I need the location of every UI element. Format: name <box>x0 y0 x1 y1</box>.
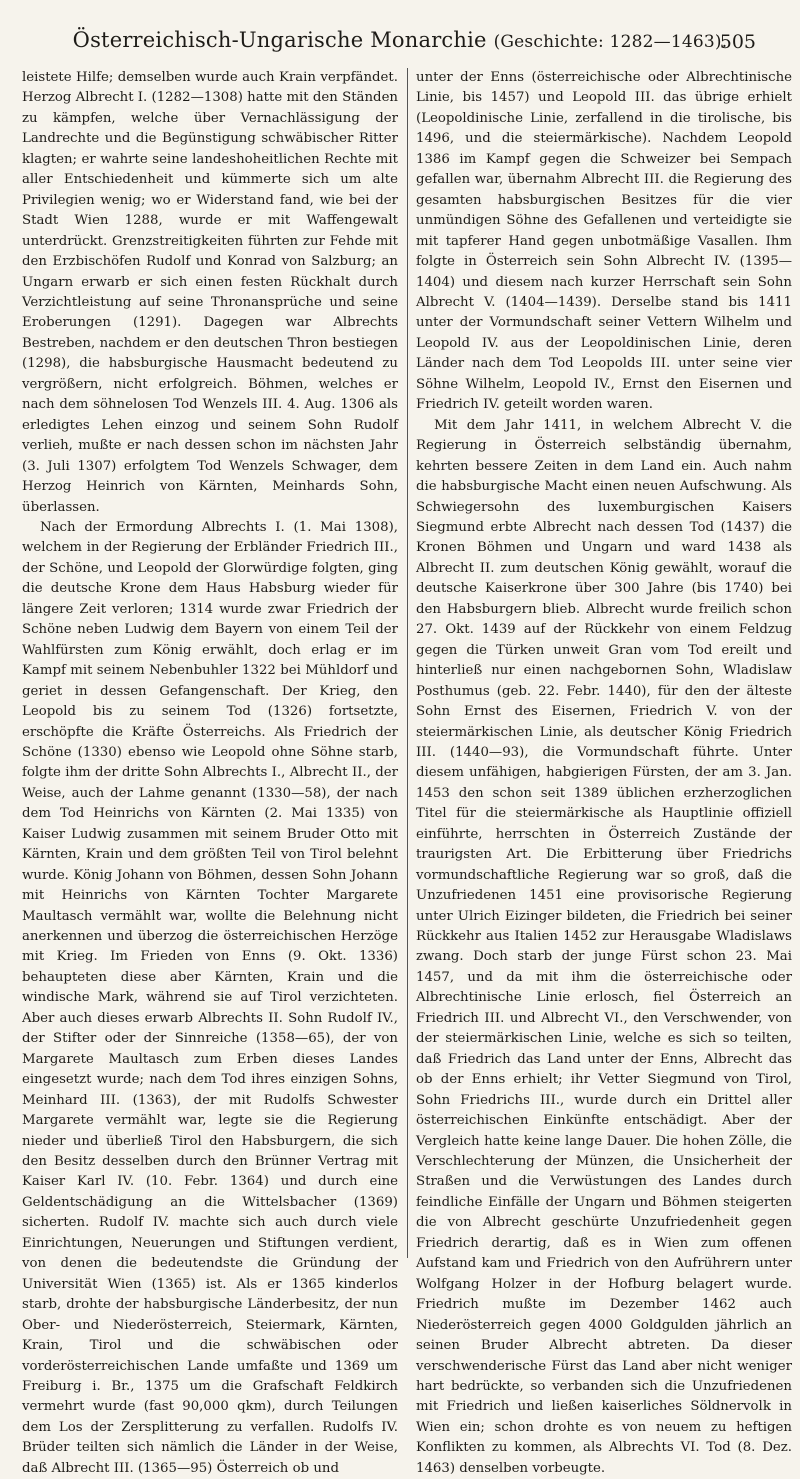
header-title: Österreichisch-Ungarische Monarchie <box>72 28 487 52</box>
paragraph: Nach der Ermordung Albrechts I. (1. Mai 1308), welchem in der Regierung der Erbländer Friedrich III., der Schöne, und Leopold der Glorwürdige folgten, ging die deutsche Krone dem Haus Habsburg wieder für längere Zeit verloren; 1314 wurde zwar Friedrich der Schöne neben Ludwig dem Bayern von einem Teil der Wahlfürsten zum König erwählt, doch erlag er im Kampf mit seinem Nebenbuhler 1322 bei Mühldorf und geriet in dessen Gefangenschaft. Der Krieg, den Leopold bis zu seinem Tod (1326) fortsetzte, erschöpfte die Kräfte Österreichs. Als Friedrich der Schöne (1330) ebenso wie Leopold ohne Söhne starb, folgte ihm der dritte Sohn Albrechts I., Albrecht II., der Weise, auch der Lahme genannt (1330—58), der nach dem Tod Heinrichs von Kärnten (2. Mai 1335) von Kaiser Ludwig zusammen mit seinem Bruder Otto mit Kärnten, Krain und dem größten Teil von Tirol belehnt wurde. König Johann von Böhmen, dessen Sohn Johann mit Heinrichs von Kärnten Tochter Margarete Maultasch vermählt war, wollte die Belehnung nicht anerkennen und überzog die österreichischen Herzöge mit Krieg. Im Frieden von Enns (9. Okt. 1336) behaupteten diese aber Kärnten, Krain und die windische Mark, während sie auf Tirol verzichteten. Aber auch dieses erwarb Albrechts II. Sohn Rudolf IV., der Stifter oder der Sinnreiche (1358—65), der von Margarete Maultasch zum Erben dieses Landes eingesetzt wurde; nach dem Tod ihres einzigen Sohns, Meinhard III. (1363), der mit Rudolfs Schwester Margarete vermählt war, legte sie die Regierung nieder und überließ Tirol den Habsburgern, die sich den Besitz desselben durch den Brünner Vertrag mit Kaiser Karl IV. (10. Febr. 1364) und durch eine Geldentschädigung an die Wittelsbacher (1369) sicherten. Rudolf IV. machte sich auch durch viele Einrichtungen, Neuerungen und Stiftungen verdient, von denen die bedeutendste die Gründung der Universität Wien (1365) ist. Als er 1365 kinderlos starb, drohte der habsburgische Länderbesitz, der nun Ober- und Niederösterreich, Steiermark, Kärnten, Krain, Tirol und die schwäbischen oder vorderösterreichischen Lande umfaßte und 1369 um Freiburg i. Br., 1375 um die Grafschaft Feldkirch vermehrt wurde (fast 90,000 qkm), durch Teilungen dem Los der Zersplitterung zu verfallen. Rudolfs IV. Brüder teilten sich nämlich die Länder in der Weise, daß Albrecht III. (1365—95) Österreich ob und <box>22 519 398 1476</box>
paragraph: leistete Hilfe; demselben wurde auch Krain verpfändet. Herzog Albrecht I. (1282—1308) hatte mit den Ständen zu kämpfen, welche über Vernachlässigung der Landrechte und die Begünstigung schwäbischer Ritter klagten; er wahrte seine landeshoheitlichen Rechte mit aller Entschiedenheit und kümmerte sich um alte Privilegien wenig; wo er Widerstand fand, wie bei der Stadt Wien 1288, wurde er mit Waffengewalt unterdrückt. Grenzstreitigkeiten führten zur Fehde mit den Erzbischöfen Rudolf und Konrad von Salzburg; an Ungarn erwarb er sich einen festen Rückhalt durch Verzichtleistung auf seine Thronansprüche und seine Eroberungen (1291). Dagegen war Albrechts Bestreben, nachdem er den deutschen Thron bestiegen (1298), die habsburgische Hausmacht bedeutend zu vergrößern, nicht erfolgreich. Böhmen, welches er nach dem söhnelosen Tod Wenzels III. 4. Aug. 1306 als erledigtes Lehen einzog und seinem Sohn Rudolf verlieh, mußte er nach dessen schon im nächsten Jahr (3. Juli 1307) erfolgtem Tod Wenzels Schwager, dem Herzog Heinrich von Kärnten, Meinhards Sohn, überlassen. <box>22 70 398 515</box>
running-header <box>0 14 800 54</box>
paragraph: unter der Enns (österreichische oder Albrechtinische Linie, bis 1457) und Leopold III. das übrige erhielt (Leopoldinische Linie, zerfallend in die tirolische, bis 1496, und die steiermärkische). Nachdem Leopold 1386 im Kampf gegen die Schweizer bei Sempach gefallen war, übernahm Albrecht III. die Regierung des gesamten habsburgischen Besitzes für die vier unmündigen Söhne des Gefallenen und verteidigte sie mit tapferer Hand gegen unbotmäßige Vasallen. Ihm folgte in Österreich sein Sohn Albrecht IV. (1395—1404) und diesem nach kurzer Herrschaft sein Sohn Albrecht V. (1404—1439). Derselbe stand bis 1411 unter der Vormundschaft seiner Vettern Wilhelm und Leopold IV. aus der Leopoldinischen Linie, deren Länder nach dem Tod Leopolds III. unter seine vier Söhne Wilhelm, Leopold IV., Ernst den Eisernen und Friedrich IV. geteilt worden waren. <box>416 70 792 413</box>
page-number: 505 <box>719 31 756 53</box>
paragraph: Mit dem Jahr 1411, in welchem Albrecht V. die Regierung in Österreich selbständig übernahm, kehrten bessere Zeiten in dem Land ein. Auch nahm die habsburgische Macht einen neuen Aufschwung. Als Schwiegersohn des luxemburgischen Kaisers Siegmund erbte Albrecht nach dessen Tod (1437) die Kronen Böhmen und Ungarn und ward 1438 als Albrecht II. zum deutschen König gewählt, worauf die deutsche Kaiserkrone über 300 Jahre (bis 1740) bei den Habsburgern blieb. Albrecht wurde freilich schon 27. Okt. 1439 auf der Rückkehr von einem Feldzug gegen die Türken unweit Gran vom Tod ereilt und hinterließ nur einen nachgebornen Sohn, Wladislaw Posthumus (geb. 22. Febr. 1440), für den der älteste Sohn Ernst des Eisernen, Friedrich V. von der steiermärkischen Linie, als deutscher König Friedrich III. (1440—93), die Vormundschaft führte. Unter diesem unfähigen, habgierigen Fürsten, der am 3. Jan. 1453 den schon seit 1389 üblichen erzherzoglichen Titel für die steiermärkische als Hauptlinie offiziell einführte, herrschten in Österreich Zustände der traurigsten Art. Die Erbitterung über Friedrichs vormundschaftliche Regierung war so groß, daß die Unzufriedenen 1451 eine provisorische Regierung unter Ulrich Eizinger bildeten, die Friedrich bei seiner Rückkehr aus Italien 1452 zur Herausgabe Wladislaws zwang. Doch starb der junge Fürst schon 23. Mai 1457, und da mit ihm die österreichische oder Albrechtinische Linie erlosch, fiel Österreich an Friedrich III. und Albrecht VI., den Verschwender, von der steiermärkischen Linie, welche es sich so teilten, daß Friedrich das Land unter der Enns, Albrecht das ob der Enns erhielt; ihr Vetter Siegmund von Tirol, Sohn Friedrichs III., wurde durch ein Drittel aller österreichischen Einkünfte entschädigt. Aber der Vergleich hatte keine lange Dauer. Die hohen Zölle, die Verschlechterung der Münzen, die Unsicherheit der Straßen und die Verwüstungen des Landes durch feindliche Einfälle der Ungarn und Böhmen steigerten die von Albrecht geschürte Unzufriedenheit gegen Friedrich derartig, daß es in Wien zum offenen Aufstand kam und Friedrich von den Aufrührern unter Wolfgang Holzer in der Hofburg belagert wurde. Friedrich mußte im Dezember 1462 auch Niederösterreich gegen 4000 Goldgulden jährlich an seinen Bruder Albrecht abtreten. Da dieser verschwenderische Fürst das Land aber nicht weniger hart bedrückte, so verbanden sich die Unzufriedenen mit Friedrich und ließen kaiserliches Söldnervolk in Wien ein; schon drohte es von neuem zu heftigen Konflikten zu kommen, als Albrechts VI. Tod (8. Dez. 1463) denselben vorbeugte. <box>416 417 792 1476</box>
header-subtitle: (Geschichte: 1282—1463). <box>493 32 728 52</box>
header-title-line <box>0 28 800 52</box>
left-column <box>22 68 398 1479</box>
column-divider <box>407 68 408 1258</box>
right-column <box>416 68 792 1479</box>
